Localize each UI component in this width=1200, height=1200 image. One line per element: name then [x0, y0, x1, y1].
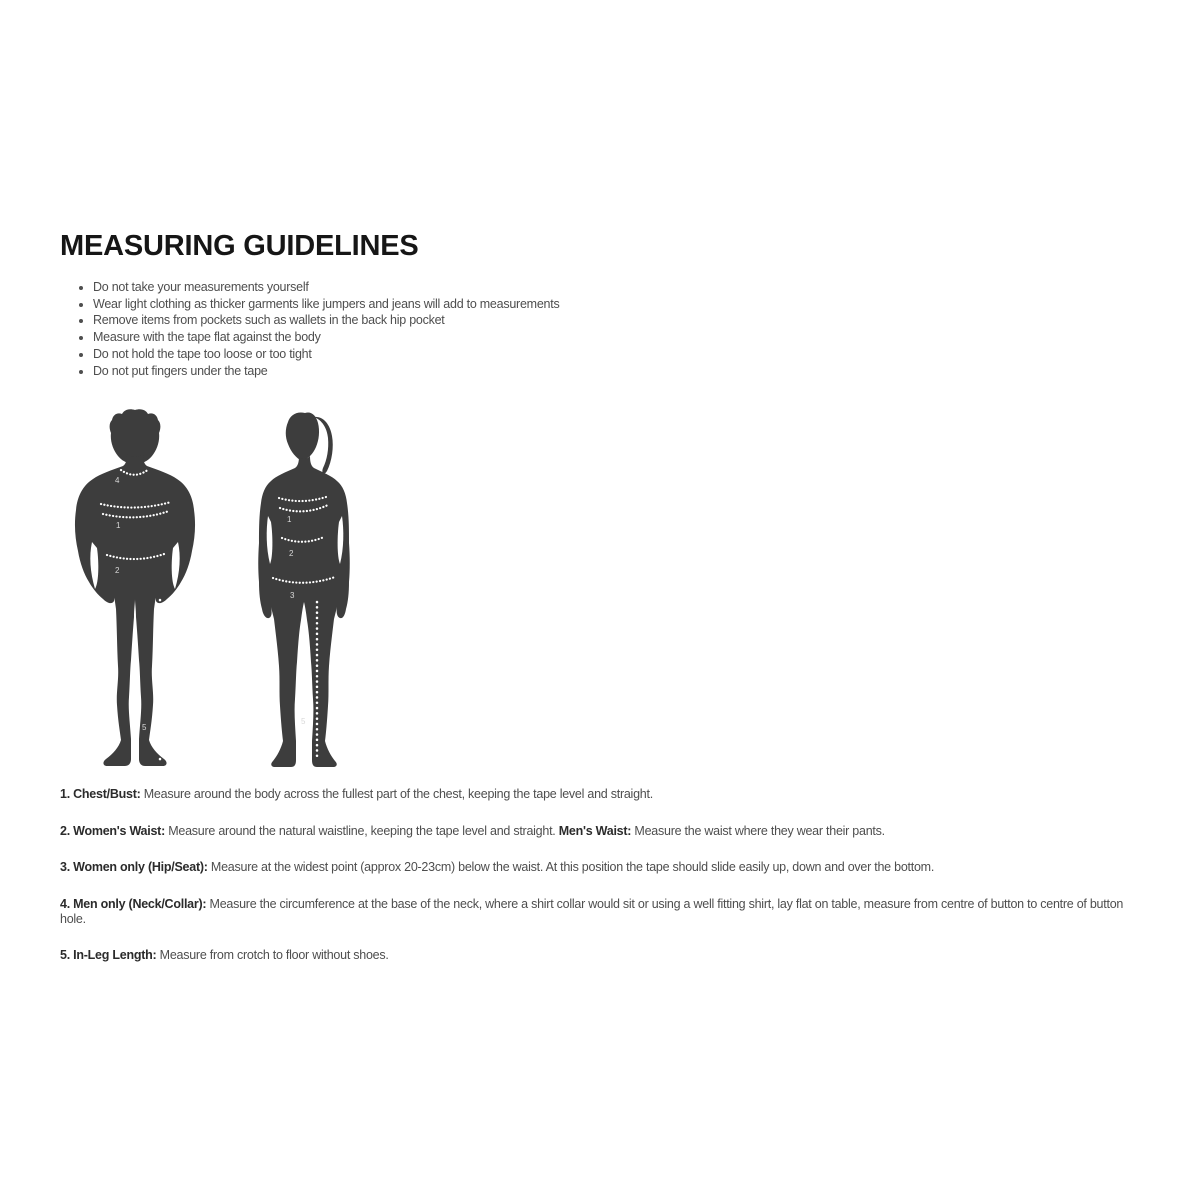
instruction-neck-collar: 4. Men only (Neck/Collar): Measure the circumference at the base of the neck, where a shirt collar would sit or using a well fitting shirt, lay flat on table, measure from centre of button to centre of button hole. [60, 896, 1124, 926]
male-neck-number-label: 4 [115, 476, 120, 486]
female-head-silhouette [286, 413, 319, 462]
guideline-item: • Wear light clothing as thicker garments like jumpers and jeans will add to measurements [93, 296, 1144, 313]
guideline-item: • Measure with the tape flat against the body [93, 329, 1144, 346]
instruction-hip-seat: 3. Women only (Hip/Seat): Measure at the widest point (approx 20-23cm) below the waist. At this position the tape should slide easily up, down and over the bottom. [60, 860, 935, 875]
female-inleg-number-label: 5 [301, 717, 306, 727]
male-chest-number-label: 1 [116, 521, 121, 531]
measurement-figure-svg [67, 404, 377, 772]
guidelines-list [60, 279, 1144, 379]
male-silhouette [75, 409, 195, 766]
male-inleg-number-label: 5 [142, 723, 147, 733]
measurement-instructions [60, 787, 1144, 963]
instruction-inleg-length: 5. In-Leg Length: Measure from crotch to floor without shoes. [60, 948, 389, 963]
female-bust-number-label: 1 [287, 515, 292, 525]
guideline-item: • Do not take your measurements yourself [93, 279, 1144, 296]
male-body-silhouette [75, 454, 195, 766]
body-measurement-figure [67, 404, 1144, 772]
guideline-item: • Do not put fingers under the tape [93, 363, 1144, 380]
instruction-waist: 2. Women's Waist: Measure around the natural waistline, keeping the tape level and straight. Men's Waist: Measure the waist where they wear their pants. [60, 823, 885, 838]
instruction-chest-bust: 1. Chest/Bust: Measure around the body across the fullest part of the chest, keeping the tape level and straight. [60, 787, 653, 802]
guideline-item: • Remove items from pockets such as wallets in the back hip pocket [93, 312, 1144, 329]
female-silhouette [258, 413, 350, 768]
female-hip-number-label: 3 [290, 591, 295, 601]
guideline-item: • Do not hold the tape too loose or too tight [93, 346, 1144, 363]
male-head-silhouette [110, 409, 161, 464]
male-waist-number-label: 2 [115, 566, 120, 576]
female-waist-number-label: 2 [289, 549, 294, 559]
page-title: MEASURING GUIDELINES [60, 230, 419, 262]
